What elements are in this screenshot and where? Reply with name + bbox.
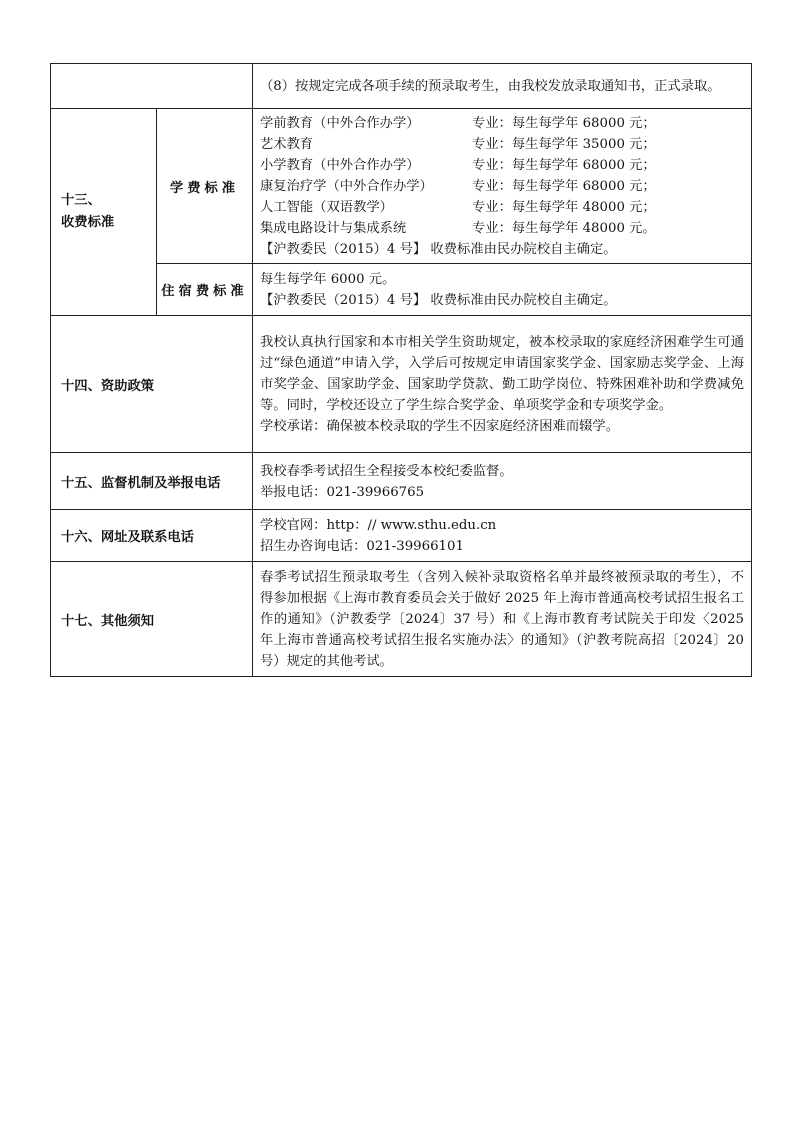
- tuition-fee: 专业：每生每学年 68000 元；: [472, 179, 656, 194]
- admission-info-table: [50, 63, 752, 677]
- fees-section-label: [51, 109, 157, 316]
- enrollment-procedure-text: （8）按规定完成各项手续的预录取考生，由我校发放录取通知书，正式录取。: [260, 79, 721, 94]
- row-tuition: [51, 109, 752, 264]
- contact-cell: [253, 510, 752, 562]
- dorm-note: 【沪教委民（2015）4 号】 收费标准由民办院校自主确定。: [260, 293, 617, 308]
- other-label: 十七、其他须知: [51, 562, 253, 677]
- tuition-item: [260, 176, 744, 197]
- supervision-cell: [253, 453, 752, 510]
- dorm-fee: 每生每学年 6000 元。: [260, 272, 396, 287]
- tuition-fee: 专业：每生每学年 35000 元；: [472, 137, 656, 152]
- tuition-program: 学前教育（中外合作办学）: [260, 116, 420, 131]
- admission-phone: 招生办咨询电话：021-39966101: [260, 539, 464, 554]
- fees-section-title: 收费标准: [61, 215, 115, 230]
- aid-promise: 学校承诺：确保被本校录取的学生不因家庭经济困难而辍学。: [260, 419, 620, 434]
- tuition-cell: [253, 109, 752, 264]
- empty-label-cell: [51, 64, 253, 109]
- supervision-label: 十五、监督机制及举报电话: [51, 453, 253, 510]
- aid-cell: [253, 316, 752, 453]
- row-contact: [51, 510, 752, 562]
- aid-text: 我校认真执行国家和本市相关学生资助规定，被本校录取的家庭经济困难学生可通过“绿色通道”申请入学，入学后可按规定申请国家奖学金、国家励志奖学金、上海市奖学金、国家助学金、国家助学贷款、勤工助学岗位、特殊困难补助和学费减免等。同时，学校还设立了学生综合奖学金、单项奖学金和专项奖学金。: [260, 335, 744, 413]
- tuition-note: 【沪教委民（2015）4 号】 收费标准由民办院校自主确定。: [260, 242, 617, 257]
- tuition-item: [260, 113, 744, 134]
- tuition-item: [260, 218, 744, 239]
- other-cell: [253, 562, 752, 677]
- school-website: 学校官网：http：// www.sthu.edu.cn: [260, 518, 497, 533]
- report-phone: 举报电话：021-39966765: [260, 484, 425, 500]
- tuition-fee: 专业：每生每学年 48000 元；: [472, 200, 656, 215]
- tuition-label: 学费标准: [157, 109, 253, 264]
- tuition-program: 艺术教育: [260, 137, 314, 152]
- supervision-text: 我校春季考试招生全程接受本校纪委监督。: [260, 463, 513, 479]
- dorm-label: 住宿费标准: [157, 264, 253, 316]
- enrollment-procedure-cell: [253, 64, 752, 109]
- tuition-item: [260, 155, 744, 176]
- contact-label: 十六、网址及联系电话: [51, 510, 253, 562]
- row-aid: [51, 316, 752, 453]
- row-other: [51, 562, 752, 677]
- tuition-program: 集成电路设计与集成系统: [260, 221, 407, 236]
- tuition-program: 人工智能（双语教学）: [260, 200, 393, 215]
- tuition-fee: 专业：每生每学年 68000 元；: [472, 116, 656, 131]
- aid-label: 十四、资助政策: [51, 316, 253, 453]
- tuition-program: 康复治疗学（中外合作办学）: [260, 179, 433, 194]
- tuition-item: [260, 134, 744, 155]
- fees-section-number: 十三、: [61, 193, 101, 208]
- tuition-fee: 专业：每生每学年 48000 元。: [472, 221, 656, 236]
- row-supervision: [51, 453, 752, 510]
- other-text: 春季考试招生预录取考生（含列入候补录取资格名单并最终被预录取的考生），不得参加根据《上海市教育委员会关于做好 2025 年上海市普通高校考试招生报名工作的通知》（沪教委学〔2024〕37 号）和《上海市教育考试院关于印发〈2025 年上海市普通高校考试招生报名实施办法〉的通知》（沪教考院高招〔2024〕20 号）规定的其他考试。: [260, 570, 744, 669]
- row-dorm: [51, 264, 752, 316]
- tuition-program: 小学教育（中外合作办学）: [260, 158, 420, 173]
- tuition-item: [260, 197, 744, 218]
- tuition-fee: 专业：每生每学年 68000 元；: [472, 158, 656, 173]
- dorm-cell: [253, 264, 752, 316]
- row-enrollment-procedure: [51, 64, 752, 109]
